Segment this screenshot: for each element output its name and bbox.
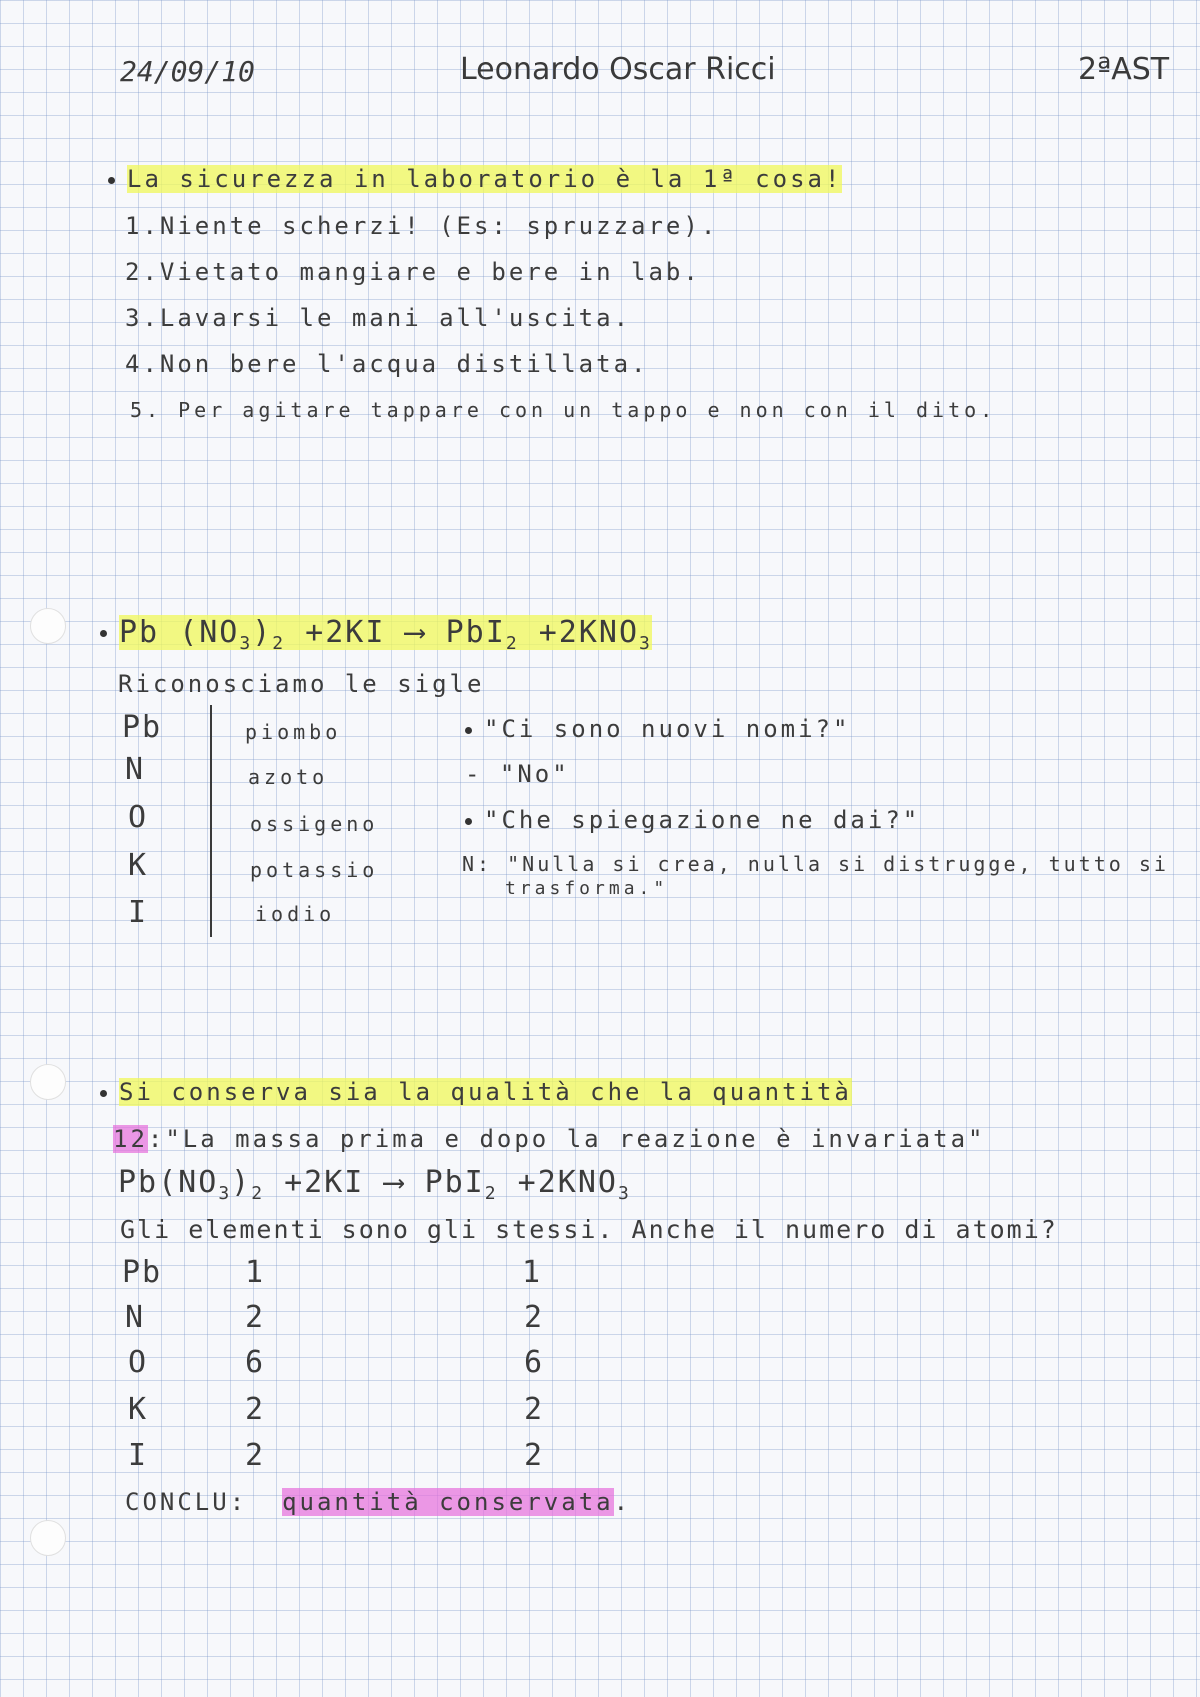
reaction-2: $Pb(NO_3)_2 +2KI$ ⟶ $PbI_2 +2KNO_3$ [118, 1165, 631, 1204]
count-before: 6 [245, 1345, 266, 1380]
count-symbol: O [128, 1345, 149, 1380]
law-line-2: trasforma." [505, 878, 669, 899]
rule-2: 2.Vietato mangiare e bere in lab. [125, 258, 701, 286]
element-symbol: Pb [122, 710, 163, 745]
atoms-question: Gli elementi sono gli stessi. Anche il numero di atomi? [120, 1215, 1058, 1244]
bullet-icon [108, 177, 115, 184]
punch-hole [30, 1520, 66, 1556]
law-line-1: N: "Nulla si crea, nulla si distrugge, tutto si [462, 852, 1169, 876]
element-name: ossigeno [250, 812, 379, 836]
element-name: azoto [248, 765, 329, 789]
mass-quote: 12:"La massa prima e dopo la reazione è invariata" [113, 1125, 986, 1153]
reaction-1 [100, 615, 652, 654]
bullet-icon [100, 1090, 107, 1097]
count-symbol: K [128, 1392, 149, 1427]
count-after: 2 [524, 1300, 545, 1335]
count-before: 2 [245, 1300, 266, 1335]
question-2: "Che spiegazione ne dai?" [465, 806, 920, 834]
count-after: 1 [522, 1255, 543, 1290]
count-before: 1 [245, 1255, 266, 1290]
punch-hole [30, 1064, 66, 1100]
conclusion: CONCLU: quantità conservata. [125, 1488, 632, 1516]
count-before: 2 [245, 1438, 266, 1473]
bullet-icon [465, 818, 472, 825]
count-after: 2 [524, 1438, 545, 1473]
rule-3: 3.Lavarsi le mani all'uscita. [125, 304, 632, 332]
conclusion-label: CONCLU: [125, 1488, 248, 1516]
question-1: "Ci sono nuovi nomi?" [465, 715, 850, 743]
count-symbol: Pb [122, 1255, 163, 1290]
count-symbol: I [128, 1438, 149, 1473]
class-label: 2ªAST [1078, 52, 1170, 87]
rule-5: 5. Per agitare tappare con un tappo e non con il dito. [130, 398, 997, 422]
student-name: Leonardo Oscar Ricci [460, 52, 776, 87]
count-after: 6 [524, 1345, 545, 1380]
page-badge: 12 [113, 1125, 148, 1153]
element-name: potassio [250, 858, 379, 882]
punch-hole [30, 608, 66, 644]
section3-title: Si conserva sia la qualità che la quantità [100, 1078, 852, 1106]
element-symbol: I [128, 895, 149, 930]
bullet-icon [100, 630, 107, 637]
rule-4: 4.Non bere l'acqua distillata. [125, 350, 649, 378]
section1-title: La sicurezza in laboratorio è la 1ª cosa! [108, 165, 842, 193]
element-symbol: O [128, 800, 149, 835]
rule-1: 1.Niente scherzi! (Es: spruzzare). [125, 212, 719, 240]
count-after: 2 [524, 1392, 545, 1427]
table-divider [210, 705, 212, 937]
element-symbol: K [128, 848, 149, 883]
element-name: iodio [255, 902, 336, 926]
reaction-1-formula: Pb $(NO_3)_2 +2KI$ ⟶ $PbI_2 +2KNO_3$ [119, 615, 652, 654]
answer-1: - "No" [465, 760, 570, 788]
intro-text: Riconosciamo le sigle [118, 670, 485, 698]
count-symbol: N [125, 1300, 146, 1335]
element-symbol: N [125, 752, 146, 787]
conclusion-text: quantità conservata [282, 1488, 614, 1516]
count-before: 2 [245, 1392, 266, 1427]
date: 24/09/10 [120, 55, 255, 88]
bullet-icon [465, 727, 472, 734]
element-name: piombo [245, 720, 342, 744]
